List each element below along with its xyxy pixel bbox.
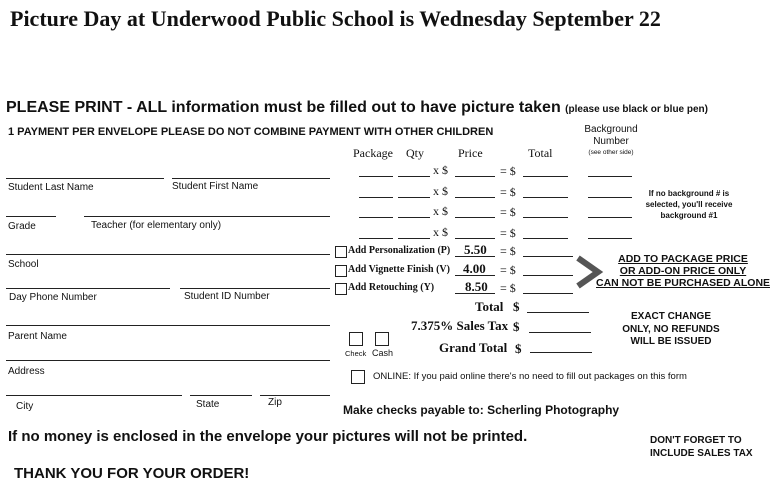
total-field[interactable] (523, 197, 568, 198)
first-name-field[interactable] (172, 166, 330, 178)
teacher-field[interactable] (84, 204, 330, 216)
parent-field[interactable] (6, 313, 330, 325)
total-field[interactable] (523, 256, 573, 257)
price-field[interactable] (455, 176, 495, 177)
first-name-label: Student First Name (172, 181, 259, 192)
times-dollar: x $ (433, 225, 448, 239)
total-field[interactable] (523, 275, 573, 276)
total-field[interactable] (523, 238, 568, 239)
package-field[interactable] (359, 217, 393, 218)
one-payment-notice: 1 PAYMENT PER ENVELOPE PLEASE DO NOT COMBINE PAYMENT WITH OTHER CHILDREN (8, 126, 494, 138)
print-notice-main: PLEASE PRINT - ALL information must be filled out to have picture taken (6, 99, 561, 116)
cash-checkbox[interactable] (375, 332, 389, 346)
equals-dollar: = $ (500, 281, 516, 295)
zip-field[interactable] (260, 383, 330, 395)
background-default-note: If no background # is selected, you'll receive background #1 (645, 189, 733, 220)
qty-field[interactable] (398, 197, 430, 198)
zip-label: Zip (268, 397, 282, 408)
background-header: Background Number (584, 124, 638, 147)
grand-total-label: Grand Total (439, 340, 508, 355)
no-money-warning: If no money is enclosed in the envelope your pictures will not be printed. (8, 428, 528, 445)
addon-price: 5.50 (464, 242, 487, 257)
total-currency: $ (513, 299, 520, 314)
address-label: Address (8, 366, 45, 377)
addon-label: Add Retouching (Y) (348, 282, 435, 293)
times-dollar: x $ (433, 204, 448, 218)
addon-notice: ADD TO PACKAGE PRICE OR ADD-ON PRICE ONLY CAN NOT BE PURCHASED ALONE (596, 253, 770, 289)
total-field[interactable] (523, 217, 568, 218)
qty-field[interactable] (398, 176, 430, 177)
cash-label: Cash (372, 348, 394, 358)
addon-price: 8.50 (465, 279, 488, 294)
grade-label: Grade (8, 221, 36, 232)
qty-field[interactable] (398, 217, 430, 218)
sales-tax-field[interactable] (529, 332, 591, 333)
total-field[interactable] (523, 293, 573, 294)
vignette-checkbox[interactable] (335, 265, 347, 277)
qty-field[interactable] (398, 238, 430, 239)
state-label: State (196, 399, 220, 410)
equals-dollar: = $ (500, 164, 516, 178)
print-notice (6, 99, 708, 117)
sales-tax-reminder: DON'T FORGET TO INCLUDE SALES TAX (650, 435, 753, 459)
equals-dollar: = $ (500, 244, 516, 258)
background-header-note: (see other side) (588, 149, 634, 156)
total-label: Total (475, 299, 504, 314)
package-field[interactable] (359, 176, 393, 177)
state-field[interactable] (190, 383, 252, 395)
parent-label: Parent Name (8, 331, 67, 342)
city-label: City (16, 401, 34, 412)
sales-tax-currency: $ (513, 319, 520, 334)
total-amount-field[interactable] (527, 312, 589, 313)
price-field[interactable] (455, 217, 495, 218)
online-checkbox[interactable] (351, 370, 365, 384)
retouching-checkbox[interactable] (335, 283, 347, 295)
school-field[interactable] (6, 242, 330, 254)
check-checkbox[interactable] (349, 332, 363, 346)
exact-change-notice: EXACT CHANGE ONLY, NO REFUNDS WILL BE ISSUED (622, 311, 720, 347)
equals-dollar: = $ (500, 226, 516, 240)
phone-label: Day Phone Number (9, 292, 97, 303)
equals-dollar: = $ (500, 185, 516, 199)
total-field[interactable] (523, 176, 568, 177)
background-field[interactable] (588, 176, 632, 177)
last-name-label: Student Last Name (8, 182, 94, 193)
background-field[interactable] (588, 238, 632, 239)
print-notice-note: (please use black or blue pen) (565, 104, 708, 115)
student-id-field[interactable] (180, 276, 330, 288)
equals-dollar: = $ (500, 263, 516, 277)
times-dollar: x $ (433, 184, 448, 198)
teacher-label: Teacher (for elementary only) (91, 220, 222, 231)
price-field[interactable] (455, 238, 495, 239)
times-dollar: x $ (433, 163, 448, 177)
background-field[interactable] (588, 217, 632, 218)
addon-label: Add Vignette Finish (V) (348, 264, 450, 275)
check-label: Check (345, 349, 367, 358)
phone-field[interactable] (6, 276, 170, 288)
grand-total-field[interactable] (530, 352, 592, 353)
addon-price: 4.00 (463, 261, 486, 276)
grand-total-currency: $ (515, 341, 522, 356)
package-header: Package (353, 146, 393, 160)
grade-field[interactable] (6, 204, 56, 216)
addon-label: Add Personalization (P) (348, 245, 451, 256)
address-field[interactable] (6, 348, 330, 360)
package-field[interactable] (359, 238, 393, 239)
checks-payable: Make checks payable to: Scherling Photography (343, 403, 620, 417)
city-field[interactable] (6, 383, 182, 395)
price-field[interactable] (455, 197, 495, 198)
total-header: Total (528, 146, 553, 160)
price-header: Price (458, 146, 483, 160)
online-note: ONLINE: If you paid online there's no need to fill out packages on this form (373, 371, 687, 382)
last-name-field[interactable] (6, 166, 164, 178)
qty-header: Qty (406, 146, 424, 160)
thank-you: THANK YOU FOR YOUR ORDER! (14, 465, 250, 482)
equals-dollar: = $ (500, 205, 516, 219)
sales-tax-label: 7.375% Sales Tax (411, 318, 509, 333)
school-label: School (8, 259, 39, 270)
personalization-checkbox[interactable] (335, 246, 347, 258)
background-field[interactable] (588, 197, 632, 198)
student-id-label: Student ID Number (184, 291, 270, 302)
package-field[interactable] (359, 197, 393, 198)
page-title: Picture Day at Underwood Public School is Wednesday September 22 (10, 6, 661, 31)
